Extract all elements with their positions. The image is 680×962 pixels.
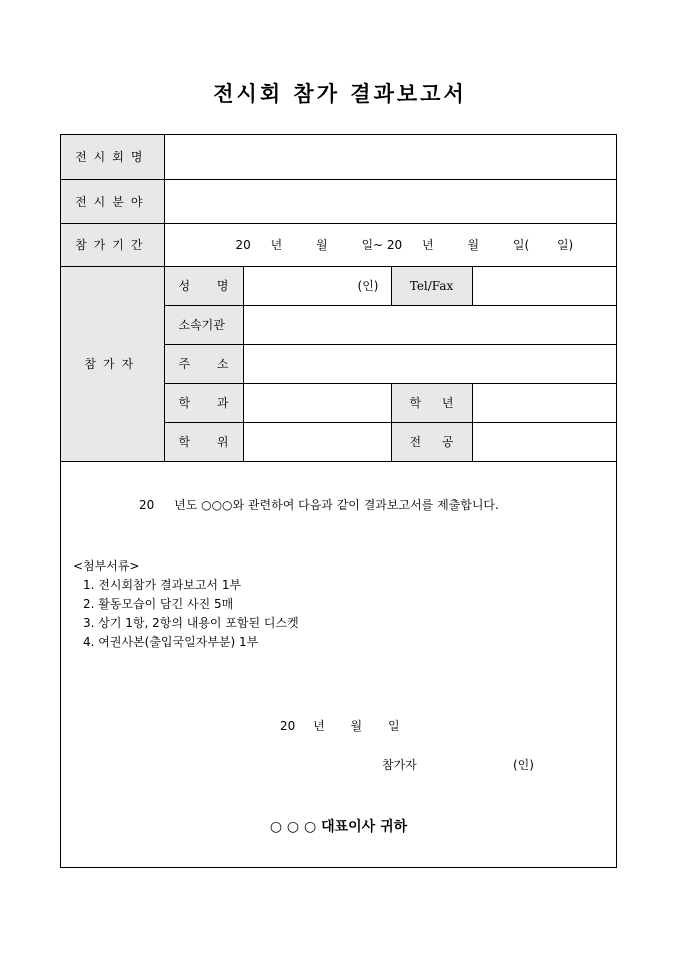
exhibition-field-row — [61, 179, 616, 223]
telfax-label: Tel/Fax — [391, 266, 472, 305]
seal-mark: (인) — [357, 279, 379, 293]
exhibition-name-label: 전시회명 — [61, 135, 164, 179]
period-field[interactable] — [164, 223, 616, 266]
telfax-field[interactable] — [472, 266, 616, 305]
attachments-heading: <첨부서류> — [73, 559, 140, 573]
period-day-end-unit: 일( — [512, 238, 530, 252]
date-year-unit: 년 — [313, 719, 325, 733]
department-field[interactable] — [243, 383, 391, 422]
statement — [139, 496, 499, 513]
exhibition-field-field[interactable] — [164, 179, 616, 223]
address-label-part: 소 — [216, 357, 229, 371]
period-row — [61, 223, 616, 266]
exhibition-name-row — [61, 135, 616, 179]
address-label-part: 주 — [178, 357, 191, 371]
department-label-part: 과 — [216, 396, 229, 410]
exhibition-field-label: 전시분야 — [61, 179, 164, 223]
attachment-item: 4. 여권사본(출입국일자부분) 1부 — [83, 635, 259, 649]
info-table — [61, 135, 616, 462]
period-year-end-unit: 년 — [422, 238, 434, 252]
school-year-label — [391, 383, 472, 422]
signature-label: 참가자 — [382, 758, 417, 772]
period-year-unit: 년 — [270, 238, 283, 252]
major-label-part: 전 — [409, 435, 422, 449]
organization-field[interactable] — [243, 305, 616, 344]
period-month-unit: 월 — [316, 238, 328, 252]
statement-text: 년도 ○○○와 관련하여 다음과 같이 결과보고서를 제출합니다. — [174, 498, 499, 512]
name-label-part: 성 — [178, 279, 191, 293]
signature-seal: (인) — [513, 758, 534, 772]
statement-year: 20 — [139, 498, 155, 512]
date-month-unit: 월 — [350, 719, 363, 733]
school-year-label-part: 년 — [441, 396, 454, 410]
participant-name-row — [61, 266, 616, 305]
degree-field[interactable] — [243, 422, 391, 461]
name-label-part: 명 — [216, 279, 229, 293]
school-year-field[interactable] — [472, 383, 616, 422]
major-label — [391, 422, 472, 461]
organization-label: 소속기관 — [164, 305, 243, 344]
date-year: 20 — [280, 719, 296, 733]
report-body — [61, 462, 616, 867]
report-form — [60, 134, 617, 868]
name-label — [164, 266, 243, 305]
date-day-unit: 일 — [387, 719, 400, 733]
document-title: 전시회 참가 결과보고서 — [213, 81, 467, 106]
participant-label: 참가자 — [61, 266, 164, 461]
degree-label-part: 위 — [216, 435, 229, 449]
date-line — [280, 717, 400, 734]
attachment-item: 3. 상기 1항, 2항의 내용이 포함된 디스켓 — [83, 616, 299, 630]
period-year-start: 20 — [235, 238, 251, 252]
period-days-unit: 일) — [556, 238, 574, 252]
exhibition-name-field[interactable] — [164, 135, 616, 179]
department-label-part: 학 — [178, 396, 191, 410]
address-field[interactable] — [243, 344, 616, 383]
major-label-part: 공 — [441, 435, 454, 449]
degree-label — [164, 422, 243, 461]
period-month-end-unit: 월 — [467, 238, 480, 252]
department-label — [164, 383, 243, 422]
degree-label-part: 학 — [178, 435, 191, 449]
name-field[interactable] — [243, 266, 391, 305]
attachment-item: 1. 전시회참가 결과보고서 1부 — [83, 578, 242, 592]
major-field[interactable] — [472, 422, 616, 461]
closing-addressee: ○ ○ ○ 대표이사 귀하 — [269, 819, 408, 835]
period-day-unit: 일~ 20 — [361, 238, 403, 252]
address-label — [164, 344, 243, 383]
period-label: 참가기간 — [61, 223, 164, 266]
attachment-item: 2. 활동모습이 담긴 사진 5매 — [83, 597, 234, 611]
school-year-label-part: 학 — [409, 396, 422, 410]
